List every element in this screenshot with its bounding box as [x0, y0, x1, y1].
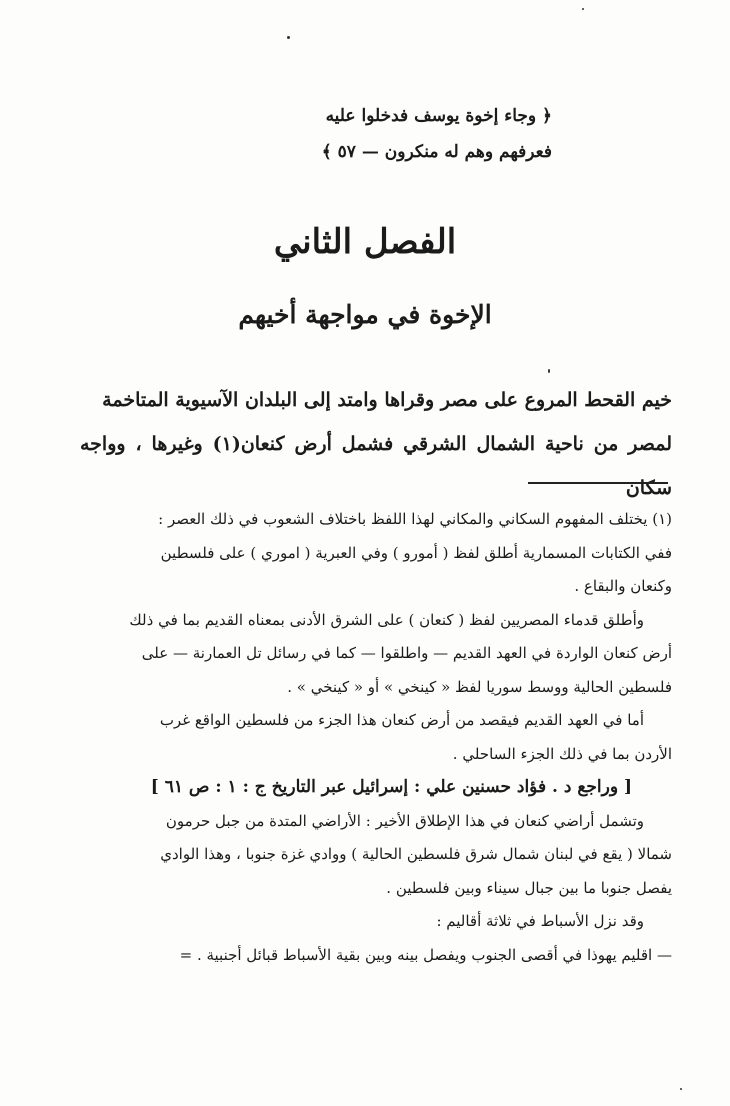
- footnote-line: وأطلق قدماء المصريين لفظ ( كنعان ) على الشرق الأدنى بمعناه القديم بما في ذلك: [129, 610, 644, 629]
- footnote-line: شمالا ( يقع في لبنان شمال شرق فلسطين الحالية ) ووادي غزة جنوبا ، وهذا الوادي: [160, 845, 672, 863]
- verse-line-2: فعرفهم وهم له منكرون — ٥٧ ﴾: [321, 142, 552, 162]
- chapter-subtitle: الإخوة في مواجهة أخيهم: [238, 300, 492, 329]
- footnote-line: وتشمل أراضي كنعان في هذا الإطلاق الأخير : الأراضي المتدة من جبل حرمون: [165, 811, 644, 830]
- chapter-title: الفصل الثاني: [273, 222, 457, 262]
- footnote-line: (١) يختلف المفهوم السكاني والمكاني لهذا اللفظ باختلاف الشعوب في ذلك العصر :: [158, 510, 672, 528]
- footnote-line: ففي الكتابات المسمارية أطلق لفظ ( أمورو ) وفي العبرية ( اموري ) على فلسطين: [160, 543, 672, 562]
- verse-line-1: ﴿ وجاء إخوة يوسف فدخلوا عليه: [325, 106, 552, 126]
- footnote-line: وكنعان والبقاع .: [574, 577, 672, 595]
- footnotes: [70, 503, 672, 972]
- body-line-2: لمصر من ناحية الشمال الشرقي فشمل أرض كنعان(١) وغيرها ، وواجه سكان: [80, 433, 672, 499]
- quranic-verse: [132, 98, 552, 170]
- footnote-reference: [ وراجع د . فؤاد حسنين علي : إسرائيل عبر التاريخ ج : ١ : ص ٦١ ]: [150, 777, 632, 797]
- footnote-line: وقد نزل الأسباط في ثلاثة أقاليم :: [436, 912, 644, 930]
- footnote-line: أرض كنعان الواردة في العهد القديم — واطلقوا — كما في رسائل تل العمارنة — على: [141, 644, 672, 662]
- footnote-divider: [528, 482, 668, 484]
- footnote-line: — اقليم يهوذا في أقصى الجنوب ويفصل بينه وبين بقية الأسباط قبائل أجنبية . =: [179, 945, 672, 964]
- body-line-1: خيم القحط المروع على مصر وقراها وامتد إلى البلدان الآسيوية المتاخمة: [102, 389, 672, 411]
- footnote-line: فلسطين الحالية ووسط سوريا لفظ « كينخي » أو « كينخي » .: [287, 677, 672, 696]
- footnote-line: الأردن بما في ذلك الجزء الساحلي .: [452, 744, 672, 763]
- body-paragraph: [80, 378, 672, 510]
- footnote-line: أما في العهد القديم فيقصد من أرض كنعان هذا الجزء من فلسطين الواقع غرب: [159, 711, 644, 729]
- footnote-line: يفصل جنوبا ما بين جبال سيناء وبين فلسطين .: [386, 878, 672, 897]
